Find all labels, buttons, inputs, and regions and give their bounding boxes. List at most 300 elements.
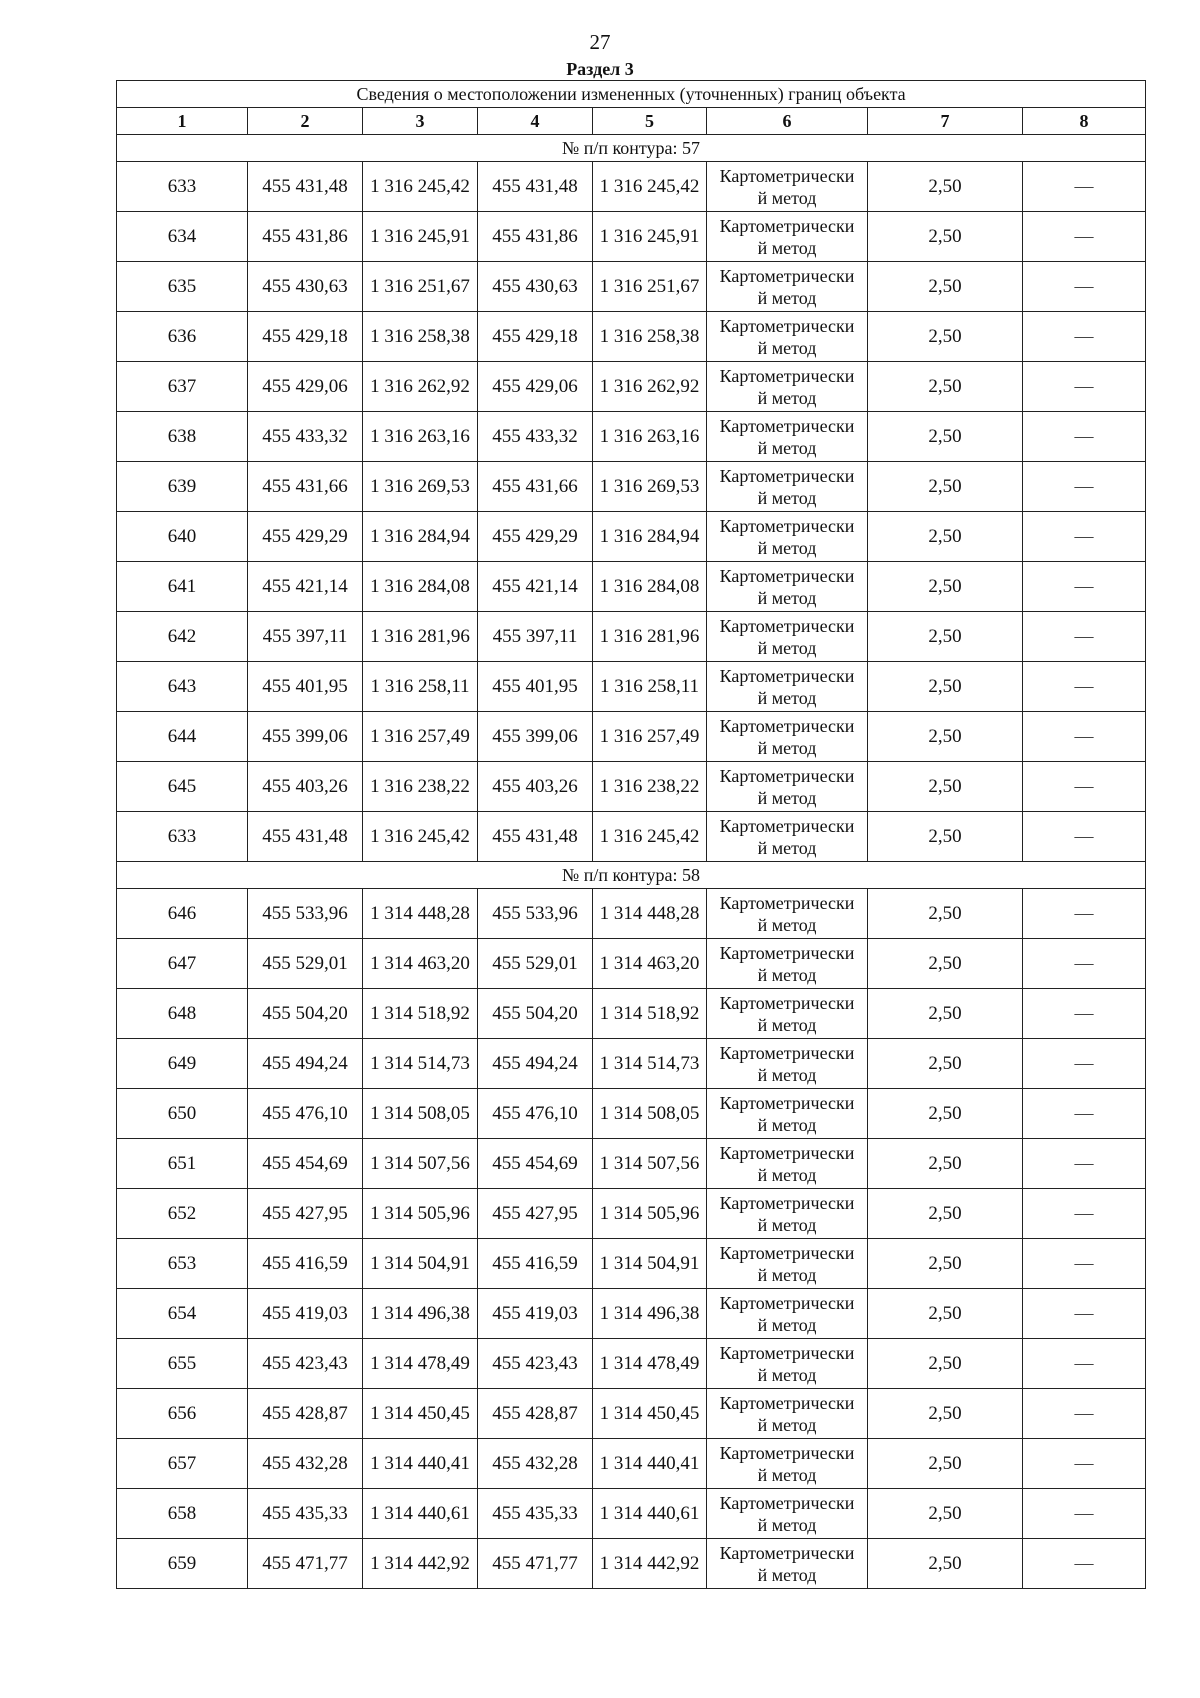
refined-y-cell: 1 314 442,92 (593, 1539, 707, 1589)
note-cell: — (1023, 1039, 1146, 1089)
method-cell (707, 1139, 868, 1189)
method-text-line-1: Картометрически (719, 1442, 855, 1463)
existing-y-cell: 1 314 478,49 (363, 1339, 478, 1389)
refined-x-cell: 455 432,28 (478, 1439, 593, 1489)
note-cell: — (1023, 562, 1146, 612)
existing-y-cell: 1 314 440,41 (363, 1439, 478, 1489)
method-text-line-1: Картометрически (719, 1092, 855, 1113)
method-text-line-1: Картометрически (719, 1492, 855, 1513)
refined-x-cell: 455 397,11 (478, 612, 593, 662)
method-text-line-2: й метод (757, 537, 817, 558)
method-text-line-2: й метод (757, 287, 817, 308)
accuracy-cell: 2,50 (868, 162, 1023, 212)
point-number-cell: 645 (117, 762, 248, 812)
refined-y-cell: 1 314 496,38 (593, 1289, 707, 1339)
method-text-line-2: й метод (757, 187, 817, 208)
accuracy-cell: 2,50 (868, 1039, 1023, 1089)
table-row (117, 212, 1146, 262)
existing-x-cell: 455 403,26 (248, 762, 363, 812)
refined-x-cell: 455 529,01 (478, 939, 593, 989)
existing-x-cell: 455 399,06 (248, 712, 363, 762)
method-cell (707, 1389, 868, 1439)
method-cell (707, 1539, 868, 1589)
method-cell (707, 1189, 868, 1239)
refined-y-cell: 1 316 258,11 (593, 662, 707, 712)
existing-y-cell: 1 314 508,05 (363, 1089, 478, 1139)
page-number: 27 (589, 30, 611, 54)
refined-x-cell: 455 430,63 (478, 262, 593, 312)
refined-y-cell: 1 314 508,05 (593, 1089, 707, 1139)
existing-y-cell: 1 316 263,16 (363, 412, 478, 462)
refined-y-cell: 1 316 258,38 (593, 312, 707, 362)
method-text-line-1: Картометрически (719, 892, 855, 913)
note-cell: — (1023, 1289, 1146, 1339)
table-row (117, 1239, 1146, 1289)
existing-y-cell: 1 314 507,56 (363, 1139, 478, 1189)
point-number-cell: 646 (117, 889, 248, 939)
existing-x-cell: 455 431,48 (248, 812, 363, 862)
point-number-cell: 639 (117, 462, 248, 512)
existing-x-cell: 455 533,96 (248, 889, 363, 939)
existing-y-cell: 1 316 238,22 (363, 762, 478, 812)
method-cell (707, 662, 868, 712)
existing-y-cell: 1 316 269,53 (363, 462, 478, 512)
refined-x-cell: 455 431,48 (478, 812, 593, 862)
refined-y-cell: 1 314 478,49 (593, 1339, 707, 1389)
table-row (117, 1539, 1146, 1589)
method-text-line-2: й метод (757, 637, 817, 658)
refined-x-cell: 455 403,26 (478, 762, 593, 812)
refined-x-cell: 455 399,06 (478, 712, 593, 762)
point-number-cell: 635 (117, 262, 248, 312)
existing-x-cell: 455 433,32 (248, 412, 363, 462)
note-cell: — (1023, 362, 1146, 412)
refined-y-cell: 1 314 505,96 (593, 1189, 707, 1239)
column-number: 8 (1023, 108, 1146, 135)
table-row (117, 989, 1146, 1039)
refined-x-cell: 455 401,95 (478, 662, 593, 712)
point-number-cell: 636 (117, 312, 248, 362)
accuracy-cell: 2,50 (868, 889, 1023, 939)
table-row (117, 612, 1146, 662)
note-cell: — (1023, 1539, 1146, 1589)
refined-x-cell: 455 419,03 (478, 1289, 593, 1339)
table-row (117, 162, 1146, 212)
refined-y-cell: 1 314 440,61 (593, 1489, 707, 1539)
method-text-line-2: й метод (757, 964, 817, 985)
method-cell (707, 612, 868, 662)
column-number-row (117, 108, 1146, 135)
existing-x-cell: 455 429,18 (248, 312, 363, 362)
method-text-line-1: Картометрически (719, 765, 855, 786)
refined-y-cell: 1 316 245,42 (593, 812, 707, 862)
table-body (117, 135, 1146, 1589)
refined-y-cell: 1 316 284,94 (593, 512, 707, 562)
method-cell (707, 989, 868, 1039)
existing-x-cell: 455 435,33 (248, 1489, 363, 1539)
refined-x-cell: 455 421,14 (478, 562, 593, 612)
existing-x-cell: 455 401,95 (248, 662, 363, 712)
accuracy-cell: 2,50 (868, 1439, 1023, 1489)
existing-x-cell: 455 419,03 (248, 1289, 363, 1339)
refined-y-cell: 1 314 514,73 (593, 1039, 707, 1089)
refined-y-cell: 1 316 263,16 (593, 412, 707, 462)
note-cell: — (1023, 212, 1146, 262)
column-number: 3 (363, 108, 478, 135)
refined-x-cell: 455 429,06 (478, 362, 593, 412)
refined-y-cell: 1 316 238,22 (593, 762, 707, 812)
accuracy-cell: 2,50 (868, 1389, 1023, 1439)
accuracy-cell: 2,50 (868, 939, 1023, 989)
accuracy-cell: 2,50 (868, 412, 1023, 462)
refined-y-cell: 1 314 504,91 (593, 1239, 707, 1289)
refined-x-cell: 455 431,86 (478, 212, 593, 262)
note-cell: — (1023, 1239, 1146, 1289)
method-text-line-1: Картометрически (719, 415, 855, 436)
table-row (117, 1389, 1146, 1439)
method-cell (707, 1089, 868, 1139)
accuracy-cell: 2,50 (868, 1489, 1023, 1539)
accuracy-cell: 2,50 (868, 662, 1023, 712)
contour-label: № п/п контура: 57 (117, 135, 1146, 162)
existing-y-cell: 1 314 505,96 (363, 1189, 478, 1239)
method-text-line-2: й метод (757, 237, 817, 258)
point-number-cell: 634 (117, 212, 248, 262)
method-text-line-2: й метод (757, 1264, 817, 1285)
method-text-line-1: Картометрически (719, 1042, 855, 1063)
point-number-cell: 652 (117, 1189, 248, 1239)
existing-x-cell: 455 423,43 (248, 1339, 363, 1389)
contour-header-row (117, 135, 1146, 162)
contour-header-row (117, 862, 1146, 889)
point-number-cell: 633 (117, 162, 248, 212)
refined-y-cell: 1 316 245,91 (593, 212, 707, 262)
note-cell: — (1023, 1089, 1146, 1139)
method-text-line-2: й метод (757, 1514, 817, 1535)
method-text-line-1: Картометрически (719, 1192, 855, 1213)
refined-y-cell: 1 316 257,49 (593, 712, 707, 762)
existing-x-cell: 455 397,11 (248, 612, 363, 662)
method-text-line-2: й метод (757, 587, 817, 608)
point-number-cell: 651 (117, 1139, 248, 1189)
method-text-line-1: Картометрически (719, 1242, 855, 1263)
method-text-line-2: й метод (757, 1564, 817, 1585)
existing-y-cell: 1 314 440,61 (363, 1489, 478, 1539)
note-cell: — (1023, 762, 1146, 812)
existing-y-cell: 1 314 514,73 (363, 1039, 478, 1089)
method-text-line-1: Картометрически (719, 815, 855, 836)
accuracy-cell: 2,50 (868, 1539, 1023, 1589)
point-number-cell: 640 (117, 512, 248, 562)
point-number-cell: 647 (117, 939, 248, 989)
table-row (117, 412, 1146, 462)
accuracy-cell: 2,50 (868, 262, 1023, 312)
table-row (117, 562, 1146, 612)
refined-y-cell: 1 316 284,08 (593, 562, 707, 612)
method-text-line-1: Картометрически (719, 365, 855, 386)
existing-y-cell: 1 316 281,96 (363, 612, 478, 662)
refined-y-cell: 1 316 281,96 (593, 612, 707, 662)
column-number: 5 (593, 108, 707, 135)
method-cell (707, 412, 868, 462)
method-text-line-1: Картометрически (719, 715, 855, 736)
existing-x-cell: 455 476,10 (248, 1089, 363, 1139)
method-cell (707, 1039, 868, 1089)
note-cell: — (1023, 812, 1146, 862)
existing-x-cell: 455 432,28 (248, 1439, 363, 1489)
table-row (117, 1289, 1146, 1339)
method-text-line-2: й метод (757, 1314, 817, 1335)
existing-y-cell: 1 314 442,92 (363, 1539, 478, 1589)
table-row (117, 312, 1146, 362)
note-cell: — (1023, 262, 1146, 312)
accuracy-cell: 2,50 (868, 462, 1023, 512)
method-text-line-1: Картометрически (719, 315, 855, 336)
existing-x-cell: 455 427,95 (248, 1189, 363, 1239)
note-cell: — (1023, 162, 1146, 212)
accuracy-cell: 2,50 (868, 1339, 1023, 1389)
existing-x-cell: 455 494,24 (248, 1039, 363, 1089)
existing-y-cell: 1 316 262,92 (363, 362, 478, 412)
accuracy-cell: 2,50 (868, 712, 1023, 762)
method-text-line-1: Картометрически (719, 1292, 855, 1313)
note-cell: — (1023, 312, 1146, 362)
note-cell: — (1023, 989, 1146, 1039)
refined-y-cell: 1 314 440,41 (593, 1439, 707, 1489)
refined-y-cell: 1 316 269,53 (593, 462, 707, 512)
method-text-line-2: й метод (757, 437, 817, 458)
point-number-cell: 648 (117, 989, 248, 1039)
table-row (117, 889, 1146, 939)
method-text-line-1: Картометрически (719, 942, 855, 963)
method-text-line-2: й метод (757, 837, 817, 858)
point-number-cell: 644 (117, 712, 248, 762)
point-number-cell: 657 (117, 1439, 248, 1489)
boundary-coordinates-table (116, 80, 1146, 1589)
existing-y-cell: 1 314 448,28 (363, 889, 478, 939)
existing-x-cell: 455 504,20 (248, 989, 363, 1039)
method-cell (707, 762, 868, 812)
existing-x-cell: 455 471,77 (248, 1539, 363, 1589)
existing-y-cell: 1 314 463,20 (363, 939, 478, 989)
section-title: Раздел 3 (566, 59, 634, 79)
table-row (117, 1339, 1146, 1389)
existing-x-cell: 455 429,29 (248, 512, 363, 562)
column-number: 4 (478, 108, 593, 135)
method-text-line-1: Картометрически (719, 665, 855, 686)
method-text-line-2: й метод (757, 1114, 817, 1135)
contour-label: № п/п контура: 58 (117, 862, 1146, 889)
existing-y-cell: 1 316 245,42 (363, 812, 478, 862)
existing-x-cell: 455 431,86 (248, 212, 363, 262)
accuracy-cell: 2,50 (868, 1089, 1023, 1139)
method-cell (707, 1439, 868, 1489)
point-number-cell: 659 (117, 1539, 248, 1589)
table-row (117, 1439, 1146, 1489)
accuracy-cell: 2,50 (868, 562, 1023, 612)
method-text-line-2: й метод (757, 687, 817, 708)
method-text-line-2: й метод (757, 1214, 817, 1235)
point-number-cell: 658 (117, 1489, 248, 1539)
refined-x-cell: 455 431,48 (478, 162, 593, 212)
existing-x-cell: 455 428,87 (248, 1389, 363, 1439)
refined-y-cell: 1 314 463,20 (593, 939, 707, 989)
refined-x-cell: 455 428,87 (478, 1389, 593, 1439)
method-text-line-1: Картометрически (719, 1142, 855, 1163)
existing-y-cell: 1 316 245,42 (363, 162, 478, 212)
method-text-line-2: й метод (757, 387, 817, 408)
method-cell (707, 1239, 868, 1289)
existing-y-cell: 1 314 450,45 (363, 1389, 478, 1439)
accuracy-cell: 2,50 (868, 1239, 1023, 1289)
table-row (117, 1189, 1146, 1239)
accuracy-cell: 2,50 (868, 1139, 1023, 1189)
table-row (117, 1489, 1146, 1539)
note-cell: — (1023, 889, 1146, 939)
refined-y-cell: 1 314 450,45 (593, 1389, 707, 1439)
column-number: 6 (707, 108, 868, 135)
point-number-cell: 654 (117, 1289, 248, 1339)
method-text-line-1: Картометрически (719, 992, 855, 1013)
point-number-cell: 656 (117, 1389, 248, 1439)
note-cell: — (1023, 1439, 1146, 1489)
method-text-line-2: й метод (757, 1464, 817, 1485)
point-number-cell: 653 (117, 1239, 248, 1289)
existing-y-cell: 1 316 245,91 (363, 212, 478, 262)
note-cell: — (1023, 939, 1146, 989)
existing-y-cell: 1 316 258,38 (363, 312, 478, 362)
note-cell: — (1023, 462, 1146, 512)
point-number-cell: 649 (117, 1039, 248, 1089)
note-cell: — (1023, 612, 1146, 662)
method-cell (707, 812, 868, 862)
refined-x-cell: 455 431,66 (478, 462, 593, 512)
existing-x-cell: 455 431,48 (248, 162, 363, 212)
table-row (117, 462, 1146, 512)
existing-x-cell: 455 454,69 (248, 1139, 363, 1189)
note-cell: — (1023, 1489, 1146, 1539)
refined-y-cell: 1 314 448,28 (593, 889, 707, 939)
note-cell: — (1023, 412, 1146, 462)
accuracy-cell: 2,50 (868, 312, 1023, 362)
note-cell: — (1023, 1189, 1146, 1239)
accuracy-cell: 2,50 (868, 1189, 1023, 1239)
existing-y-cell: 1 316 257,49 (363, 712, 478, 762)
table-caption: Сведения о местоположении измененных (уточненных) границ объекта (117, 81, 1146, 108)
refined-y-cell: 1 314 518,92 (593, 989, 707, 1039)
refined-x-cell: 455 429,18 (478, 312, 593, 362)
method-text-line-2: й метод (757, 1064, 817, 1085)
existing-y-cell: 1 316 284,94 (363, 512, 478, 562)
point-number-cell: 643 (117, 662, 248, 712)
method-cell (707, 939, 868, 989)
existing-x-cell: 455 416,59 (248, 1239, 363, 1289)
refined-x-cell: 455 533,96 (478, 889, 593, 939)
refined-x-cell: 455 429,29 (478, 512, 593, 562)
refined-x-cell: 455 416,59 (478, 1239, 593, 1289)
existing-x-cell: 455 430,63 (248, 262, 363, 312)
table-row (117, 1139, 1146, 1189)
refined-x-cell: 455 435,33 (478, 1489, 593, 1539)
accuracy-cell: 2,50 (868, 989, 1023, 1039)
refined-y-cell: 1 316 245,42 (593, 162, 707, 212)
note-cell: — (1023, 1389, 1146, 1439)
existing-y-cell: 1 314 518,92 (363, 989, 478, 1039)
accuracy-cell: 2,50 (868, 1289, 1023, 1339)
method-text-line-2: й метод (757, 787, 817, 808)
method-text-line-2: й метод (757, 737, 817, 758)
method-cell (707, 212, 868, 262)
method-cell (707, 312, 868, 362)
column-number: 7 (868, 108, 1023, 135)
method-text-line-2: й метод (757, 914, 817, 935)
point-number-cell: 655 (117, 1339, 248, 1389)
method-text-line-2: й метод (757, 1414, 817, 1435)
table-row (117, 1039, 1146, 1089)
accuracy-cell: 2,50 (868, 212, 1023, 262)
accuracy-cell: 2,50 (868, 362, 1023, 412)
table-row (117, 362, 1146, 412)
method-cell (707, 1489, 868, 1539)
existing-y-cell: 1 316 251,67 (363, 262, 478, 312)
method-cell (707, 889, 868, 939)
accuracy-cell: 2,50 (868, 762, 1023, 812)
refined-x-cell: 455 471,77 (478, 1539, 593, 1589)
note-cell: — (1023, 512, 1146, 562)
existing-y-cell: 1 314 504,91 (363, 1239, 478, 1289)
refined-x-cell: 455 504,20 (478, 989, 593, 1039)
column-number: 2 (248, 108, 363, 135)
accuracy-cell: 2,50 (868, 512, 1023, 562)
point-number-cell: 642 (117, 612, 248, 662)
method-text-line-2: й метод (757, 337, 817, 358)
method-text-line-1: Картометрически (719, 265, 855, 286)
refined-x-cell: 455 494,24 (478, 1039, 593, 1089)
method-text-line-2: й метод (757, 1164, 817, 1185)
method-cell (707, 562, 868, 612)
method-text-line-2: й метод (757, 487, 817, 508)
refined-y-cell: 1 316 251,67 (593, 262, 707, 312)
note-cell: — (1023, 662, 1146, 712)
existing-y-cell: 1 314 496,38 (363, 1289, 478, 1339)
method-cell (707, 1339, 868, 1389)
table-row (117, 262, 1146, 312)
refined-x-cell: 455 427,95 (478, 1189, 593, 1239)
existing-x-cell: 455 529,01 (248, 939, 363, 989)
table-row (117, 512, 1146, 562)
point-number-cell: 637 (117, 362, 248, 412)
method-text-line-2: й метод (757, 1014, 817, 1035)
existing-x-cell: 455 429,06 (248, 362, 363, 412)
table-row (117, 1089, 1146, 1139)
method-text-line-1: Картометрически (719, 515, 855, 536)
refined-x-cell: 455 454,69 (478, 1139, 593, 1189)
method-text-line-1: Картометрически (719, 565, 855, 586)
existing-x-cell: 455 431,66 (248, 462, 363, 512)
refined-x-cell: 455 476,10 (478, 1089, 593, 1139)
point-number-cell: 638 (117, 412, 248, 462)
table-row (117, 812, 1146, 862)
existing-y-cell: 1 316 284,08 (363, 562, 478, 612)
method-text-line-1: Картометрически (719, 165, 855, 186)
method-text-line-1: Картометрически (719, 215, 855, 236)
existing-x-cell: 455 421,14 (248, 562, 363, 612)
refined-x-cell: 455 423,43 (478, 1339, 593, 1389)
table-row (117, 712, 1146, 762)
note-cell: — (1023, 1339, 1146, 1389)
accuracy-cell: 2,50 (868, 612, 1023, 662)
refined-x-cell: 455 433,32 (478, 412, 593, 462)
